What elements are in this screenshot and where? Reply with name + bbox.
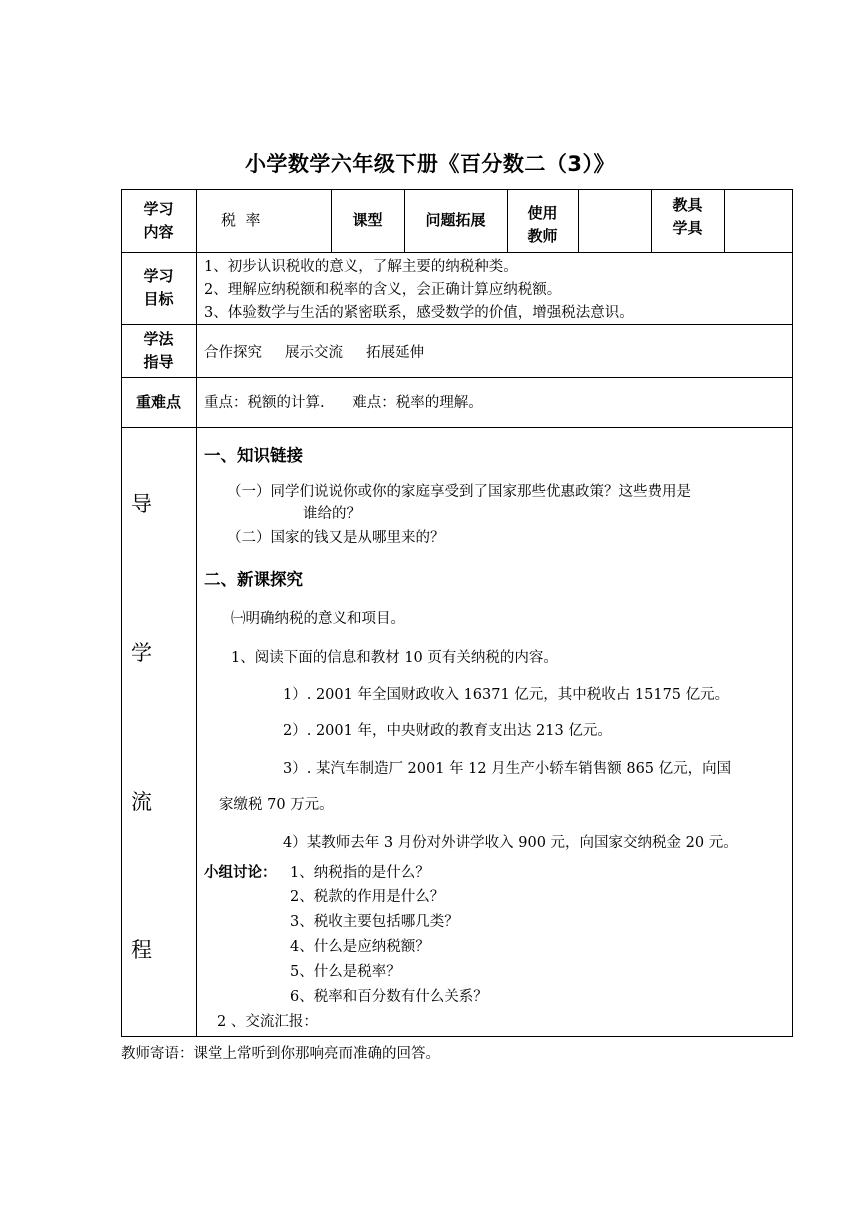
lesson-type-label: 课型 <box>352 211 383 229</box>
goal-item: 2、理解应纳税额和税率的含义，会正确计算应纳税额。 <box>204 282 562 298</box>
flow-side-char: 流 <box>131 790 152 814</box>
info-item: 3）. 某汽车制造厂 2001 年 12 月生产小轿车销售额 865 亿元，向国 <box>283 761 732 777</box>
info-item-continued: 家缴税 70 万元。 <box>219 797 334 813</box>
discussion-item: 1、纳税指的是什么？ <box>290 865 430 881</box>
page-title: 小学数学六年级下册《百分数二（3）》 <box>244 152 616 176</box>
goals-label: 学习 目标 <box>143 267 174 308</box>
teacher-message: 教师寄语：课堂上常听到你那响亮而准确的回答。 <box>121 1046 440 1062</box>
teacher-label: 使用 教师 <box>527 203 558 245</box>
goal-item: 1、初步认识税收的意义，了解主要的纳税种类。 <box>204 259 518 275</box>
discussion-item: 6、税率和百分数有什么关系？ <box>290 989 488 1005</box>
report-item: 2 、交流汇报： <box>217 1014 318 1030</box>
methods-label: 学法 指导 <box>143 329 174 371</box>
section-title: 二、新课探究 <box>204 570 303 589</box>
discussion-label: 小组讨论： <box>204 865 277 881</box>
lesson-plan-table <box>121 189 793 1037</box>
question: （一）同学们说说你或你的家庭享受到了国家那些优惠政策？这些费用是 <box>227 484 691 500</box>
info-item: 1）. 2001 年全国财政收入 16371 亿元，其中税收占 15175 亿元。 <box>283 687 730 703</box>
discussion-item: 4、什么是应纳税额？ <box>290 939 430 955</box>
question: （二）国家的钱又是从哪里来的？ <box>227 530 445 546</box>
flow-side-char: 导 <box>131 492 152 516</box>
reading-instruction: 1、阅读下面的信息和教材 10 页有关纳税的内容。 <box>231 650 558 666</box>
tools-label: 教具 学具 <box>672 195 703 237</box>
content-value: 税 率 <box>221 211 261 229</box>
section-title: 一、知识链接 <box>204 446 303 465</box>
flow-side-char: 学 <box>131 641 152 665</box>
flow-side-char: 程 <box>131 938 152 962</box>
info-item: 4）某教师去年 3 月份对外讲学收入 900 元，向国家交纳税金 20 元。 <box>283 835 738 851</box>
content-label: 学习 内容 <box>143 199 174 241</box>
discussion-item: 3、税收主要包括哪几类？ <box>290 914 459 930</box>
question-continued: 谁给的？ <box>303 506 361 522</box>
teacher-value <box>578 189 651 252</box>
subsection-title: ㈠明确纳税的意义和项目。 <box>231 611 405 627</box>
tools-value <box>724 189 792 252</box>
key-points-value: 重点：税额的计算. 难点：税率的理解。 <box>204 395 483 411</box>
discussion-item: 5、什么是税率？ <box>290 964 401 980</box>
lesson-type-value: 问题拓展 <box>425 211 486 229</box>
goal-item: 3、体验数学与生活的紧密联系，感受数学的价值，增强税法意识。 <box>204 305 634 321</box>
discussion-item: 2、税款的作用是什么？ <box>290 889 445 905</box>
key-points-label: 重难点 <box>135 392 181 411</box>
info-item: 2）. 2001 年，中央财政的教育支出达 213 亿元。 <box>283 723 612 739</box>
methods-value: 合作探究 展示交流 拓展延伸 <box>204 345 425 361</box>
